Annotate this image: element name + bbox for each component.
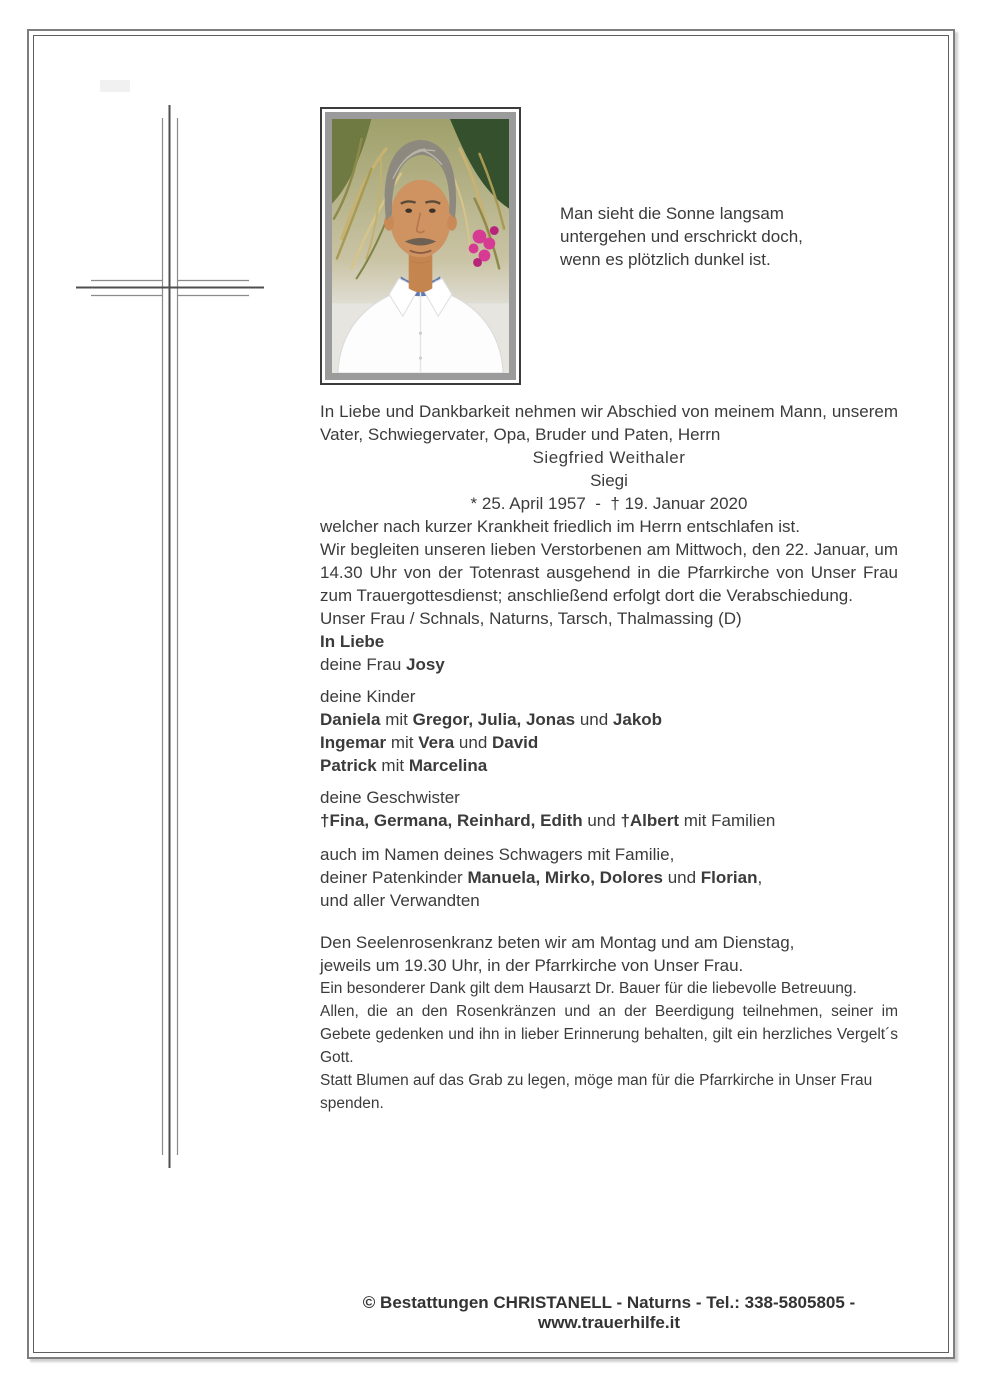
relatives-line [320,889,898,912]
deceased-name: Siegfried Weithaler [532,448,686,467]
text-segment: David [492,733,539,752]
portrait-photo [332,119,509,373]
text-segment: und aller Verwandten [320,891,480,910]
death-note: welcher nach kurzer Krankheit friedlich im Herrn entschlafen ist. [320,517,800,536]
quote-line: Man sieht die Sonne langsam [560,204,784,223]
text-segment: mit [376,756,409,775]
children-block [320,685,898,777]
text-segment: und [454,733,492,752]
text-segment: †Albert [620,811,680,830]
text-segment: †Fina, Germana, Reinhard, Edith [320,811,583,830]
text-segment: Gregor, Julia, Jonas [412,710,576,729]
life-dates: * 25. April 1957 - † 19. Januar 2020 [470,494,748,513]
child-line [320,708,898,731]
text-segment: Florian [700,868,758,887]
closing-words: In Liebe [320,632,385,651]
child-line [320,754,898,777]
text-segment: Jakob [612,710,663,729]
siblings-block [320,786,898,832]
text-segment: deiner Patenkinder [320,868,468,887]
siblings-label: deine Geschwister [320,788,460,807]
siblings-line [320,809,898,832]
text-segment: mit [386,733,419,752]
text-segment: , [757,868,763,887]
memorial-cross-icon [60,95,280,1185]
portrait-photo-mat [325,112,516,380]
rosary-line: Den Seelenrosenkranz beten wir am Montag und am Dienstag, [320,933,795,952]
text-segment: Vera [418,733,455,752]
funeral-home-footer: © Bestattungen CHRISTANELL - Naturns - Tel.: 338-5805805 - www.trauerhilfe.it [362,1293,856,1332]
thanks-mourners: Allen, die an den Rosenkränzen und an der Beerdigung teilnehmen, seiner im Gebete gedenken und ihn in lieber Erinnerung behalten, gilt ein herzliches Vergelt´s Gott. [320,1003,898,1066]
text-segment: Patrick [320,756,377,775]
deceased-nickname: Siegi [590,471,628,490]
text-segment: Manuela, Mirko, Dolores [467,868,663,887]
text-segment: und [575,710,613,729]
child-line [320,731,898,754]
relatives-block [320,843,898,912]
relatives-line [320,843,898,866]
donation-request: Statt Blumen auf das Grab zu legen, möge man für die Pfarrkirche in Unser Frau spenden. [320,1072,873,1112]
thanks-doctor: Ein besonderer Dank gilt dem Hausarzt Dr. Bauer für die liebevolle Betreuung. [320,980,857,997]
wife-line [320,653,898,676]
text-segment: mit Familien [679,811,776,830]
announcement-body [320,400,898,1115]
memorial-quote [560,202,803,271]
portrait-photo-frame [320,107,521,385]
text-segment: deine Frau [320,655,406,674]
text-segment: auch im Namen deines Schwagers mit Familie, [320,845,675,864]
rosary-line: jeweils um 19.30 Uhr, in der Pfarrkirche von Unser Frau. [320,956,744,975]
quote-line: untergehen und erschrickt doch, [560,227,803,246]
quote-line: wenn es plötzlich dunkel ist. [560,250,771,269]
text-segment: Ingemar [320,733,387,752]
text-segment: und [582,811,621,830]
places-line: Unser Frau / Schnals, Naturns, Tarsch, Thalmassing (D) [320,609,742,628]
text-segment: Josy [406,655,445,674]
godchildren-line [320,866,898,889]
intro-paragraph: In Liebe und Dankbarkeit nehmen wir Abschied von meinem Mann, unserem Vater, Schwiegervater, Opa, Bruder und Paten, Herrn [320,402,898,444]
children-label: deine Kinder [320,687,416,706]
text-segment: und [662,868,701,887]
text-segment: Daniela [320,710,381,729]
rosary-block [320,931,898,977]
text-segment: Marcelina [408,756,488,775]
text-segment: mit [380,710,413,729]
funeral-info: Wir begleiten unseren lieben Verstorbenen am Mittwoch, den 22. Januar, um 14.30 Uhr von der Totenrast ausgehend in die Pfarrkirche von Unser Frau zum Trauergottesdienst; anschließend erfolgt dort die Verabschiedung. [320,540,898,605]
